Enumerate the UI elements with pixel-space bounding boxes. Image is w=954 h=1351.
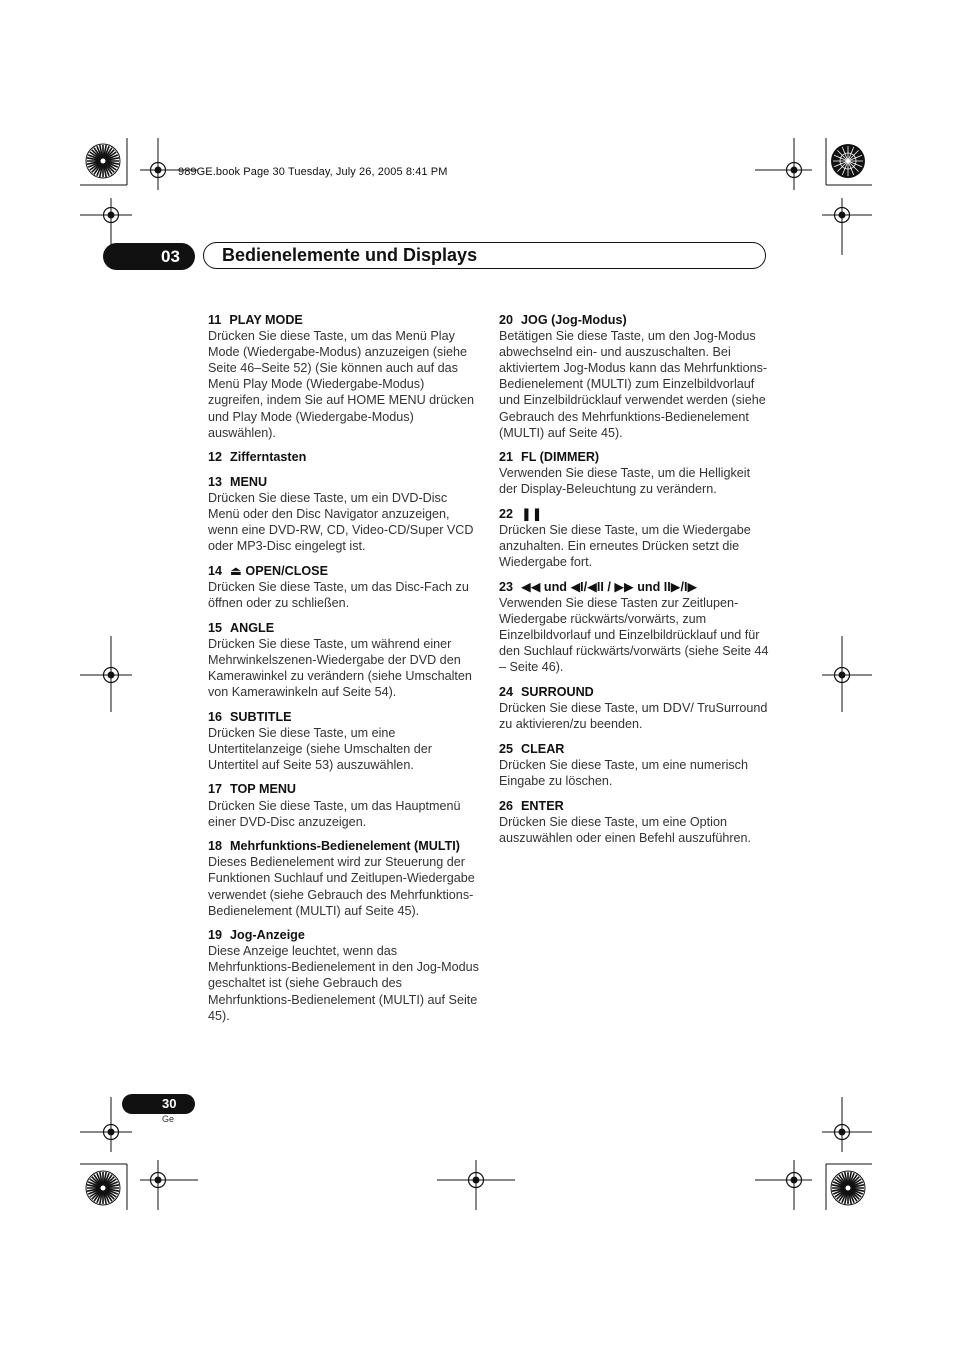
entry-16 (208, 709, 480, 773)
entry-18 (208, 838, 480, 918)
entry-title: Mehrfunktions-Bedienelement (MULTI) (230, 839, 460, 854)
chapter-number-badge (103, 243, 195, 270)
entry-number: 20 (499, 313, 514, 327)
entry-body: Verwenden Sie diese Tasten zur Zeitlupen-Wiedergabe rückwärts/vorwärts, zum Einzelbildvorlauf und Einzelbildrücklauf und für den Suchlauf rückwärts/vorwärts (siehe Seite 44 – Seite 46). (499, 596, 769, 675)
entry-number: 12 (208, 450, 223, 465)
chapter-number: 03 (161, 246, 180, 266)
page-language: Ge (162, 1114, 175, 1124)
entry-title: SUBTITLE (230, 709, 292, 724)
entry-title: TOP MENU (230, 782, 297, 797)
entry-number: 13 (208, 474, 223, 489)
print-info: 989GE.book Page 30 Tuesday, July 26, 2005 8:41 PM (178, 166, 448, 178)
entry-title: JOG (Jog-Modus) (521, 313, 627, 327)
entry-26 (499, 798, 771, 846)
entry-title: FL (DIMMER) (521, 450, 600, 465)
entry-number: 17 (208, 782, 223, 797)
entry-number: 19 (208, 928, 223, 943)
entry-body: Drücken Sie diese Taste, um eine numerisch Eingabe zu löschen. (499, 757, 748, 788)
entry-body: Verwenden Sie diese Taste, um die Helligkeit der Display-Beleuchtung zu verändern. (499, 466, 751, 497)
entry-heading (499, 506, 771, 522)
entry-number: 11 (208, 313, 222, 327)
entry-13 (208, 474, 480, 554)
page-number-badge (122, 1094, 195, 1114)
entry-body: Dieses Bedienelement wird zur Steuerung der Funktionen Suchlauf und Zeitlupen-Wiedergabe verwendet (siehe Gebrauch des Mehrfunktions-Bedienelement (MULTI) auf Seite 45). (208, 855, 475, 918)
entry-body: Drücken Sie diese Taste, um das Hauptmenü einer DVD-Disc anzuzeigen. (208, 798, 461, 829)
entry-number: 22 (499, 507, 514, 522)
entry-number: 26 (499, 798, 514, 813)
entry-15 (208, 620, 480, 700)
entry-body: Drücken Sie diese Taste, um eine Untertitelanzeige (siehe Umschalten der Untertitel auf Seite 53) auszuwählen. (208, 725, 433, 772)
right-column (499, 312, 771, 854)
entry-14 (208, 563, 480, 611)
entry-heading (499, 798, 771, 814)
chapter-title: Bedienelemente und Displays (222, 245, 478, 265)
entry-title: CLEAR (521, 741, 565, 756)
entry-heading (499, 449, 771, 465)
entry-11 (208, 312, 480, 441)
entry-19 (208, 927, 480, 1024)
entry-title: MENU (230, 474, 268, 489)
skip-search-icons: ◀◀ und ◀I/◀II / ▶▶ und II▶/I▶ (521, 579, 698, 594)
entry-heading (499, 312, 771, 328)
entry-title: ⏏ OPEN/CLOSE (230, 563, 328, 578)
entry-17 (208, 781, 480, 829)
entry-number: 14 (208, 563, 223, 578)
entry-number: 21 (499, 450, 514, 465)
page-number: 30 (162, 1096, 177, 1111)
entry-heading (499, 579, 771, 595)
entry-title: PLAY MODE (229, 313, 303, 327)
entry-23 (499, 579, 771, 676)
entry-title: ENTER (521, 798, 564, 813)
pause-icon: ❚❚ (521, 507, 543, 522)
entry-body: Drücken Sie diese Taste, um das Menü Play Mode (Wiedergabe-Modus) anzuzeigen (siehe Seite 46–Seite 52) (Sie können auch auf das Menü Play Mode (Wiedergabe-Modus) zugreifen, indem Sie auf HOME MENU drücken und Play Mode (Wiedergabe-Modus) auswählen). (208, 329, 474, 440)
entry-body: Drücken Sie diese Taste, um während einer Mehrwinkelszenen-Wiedergabe der DVD den Kamerawinkel zu verändern (siehe Umschalten von Kamerawinkeln auf Seite 54). (208, 636, 472, 699)
entry-25 (499, 741, 771, 789)
entry-title: ANGLE (230, 620, 275, 635)
entry-number: 18 (208, 839, 223, 854)
entry-heading (208, 927, 480, 943)
entry-number: 16 (208, 709, 223, 724)
entry-heading (208, 449, 480, 465)
entry-number: 24 (499, 684, 514, 699)
entry-heading (208, 620, 480, 636)
entry-heading (499, 741, 771, 757)
entry-heading (208, 709, 480, 725)
entry-21 (499, 449, 771, 497)
entry-heading (208, 312, 480, 328)
left-column (208, 312, 480, 1032)
entry-body: Diese Anzeige leuchtet, wenn das Mehrfunktions-Bedienelement in den Jog-Modus geschaltet ist (siehe Gebrauch des Mehrfunktions-Bedienelement (MULTI) auf Seite 45). (208, 944, 479, 1023)
entry-number: 15 (208, 620, 223, 635)
entry-22 (499, 506, 771, 570)
chapter-title-box (203, 242, 766, 269)
entry-heading (208, 838, 480, 854)
entry-title: SURROUND (521, 684, 594, 699)
entry-number: 23 (499, 579, 514, 594)
entry-body: Drücken Sie diese Taste, um eine Option auszuwählen oder einen Befehl auszuführen. (499, 814, 752, 845)
entry-body: Drücken Sie diese Taste, um das Disc-Fach zu öffnen oder zu schließen. (208, 579, 469, 610)
entry-body: Drücken Sie diese Taste, um ⅮⅮV/ TruSurround zu aktivieren/zu beenden. (499, 701, 768, 732)
entry-title: Zifferntasten (230, 450, 307, 465)
entry-number: 25 (499, 741, 514, 756)
entry-heading (208, 563, 480, 579)
entry-body: Betätigen Sie diese Taste, um den Jog-Modus abwechselnd ein- und auszuschalten. Bei aktiviertem Jog-Modus kann das Mehrfunktions-Bedienelement (MULTI) zum Einzelbildvorlauf und Einzelbildrücklauf verwendet werden (siehe Gebrauch des Mehrfunktions-Bedienelement (MULTI) auf Seite 45). (499, 329, 768, 440)
entry-heading (499, 684, 771, 700)
entry-20 (499, 312, 771, 441)
entry-title: Jog-Anzeige (230, 928, 305, 943)
entry-24 (499, 684, 771, 732)
entry-12 (208, 449, 480, 465)
entry-heading (208, 781, 480, 797)
entry-body: Drücken Sie diese Taste, um die Wiedergabe anzuhalten. Ein erneutes Drücken setzt die Wiedergabe fort. (499, 523, 751, 570)
entry-body: Drücken Sie diese Taste, um ein DVD-Disc Menü oder den Disc Navigator anzuzeigen, wenn eine DVD-RW, CD, Video-CD/Super VCD oder MP3-Disc eingelegt ist. (208, 490, 474, 554)
entry-heading (208, 474, 480, 490)
